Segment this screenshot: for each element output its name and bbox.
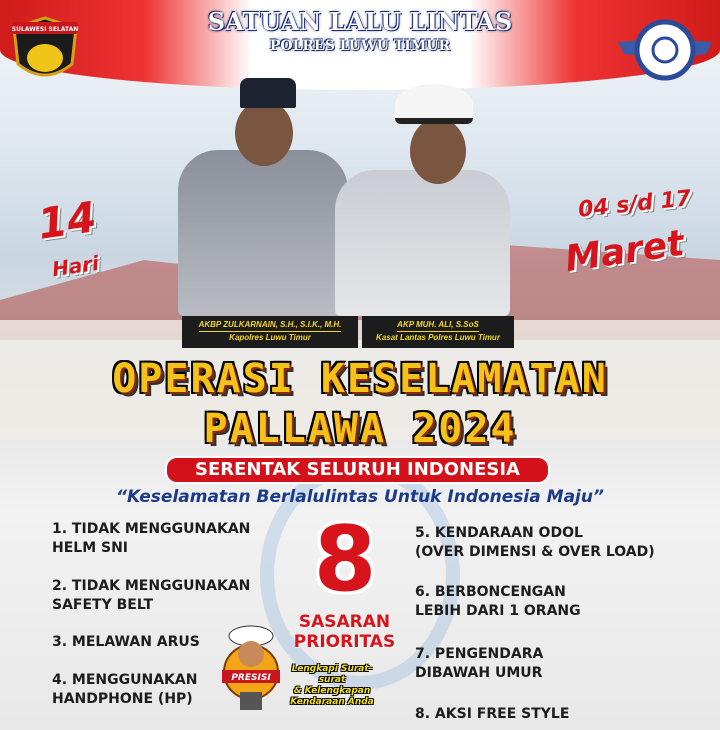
target-count: 8 [313, 507, 377, 612]
operation-name: PALLAWA 2024 [203, 406, 517, 452]
officer-name: AKBP ZULKARNAIN, S.H., S.I.K., M.H. [199, 319, 342, 332]
officer-kasat-cap [395, 84, 473, 124]
mascot-caption: Lengkapi Surat-surat & Kelengkapan Kendaraan Anda [290, 664, 374, 707]
target-item: 3. MELAWAN ARUS [52, 634, 200, 650]
header-subtitle: POLRES LUWU TIMUR [269, 38, 451, 54]
target-item: 4. MENGGUNAKAN HANDPHONE (HP) [52, 672, 198, 707]
date-month: Maret [562, 222, 687, 281]
header-title: SATUAN LALU LINTAS [207, 7, 513, 36]
nationwide-banner: SERENTAK SELURUH INDONESIA [165, 456, 550, 484]
officer-kapolres-head [235, 100, 293, 166]
target-item: 8. AKSI FREE STYLE [415, 706, 570, 722]
officer-kapolres-cap [240, 78, 296, 108]
officer-position: Kapolres Luwu Timur [229, 333, 311, 342]
duration-unit: Hari [50, 250, 101, 282]
officer-position: Kasat Lantas Polres Luwu Timur [376, 333, 500, 342]
date-range: 04 s/d 17 [576, 186, 693, 223]
target-item: 5. KENDARAAN ODOL (OVER DIMENSI & OVER LOAD) [415, 525, 655, 560]
officer-name: AKP MUH. ALI, S.SoS [397, 319, 479, 332]
officer-kasat-namebox [362, 316, 514, 348]
target-item: 1. TIDAK MENGGUNAKAN HELM SNI [52, 521, 251, 556]
officer-kasat-photo [335, 170, 510, 316]
officer-kapolres-namebox [182, 316, 358, 348]
officer-kasat-head [410, 118, 466, 184]
target-label: SASARAN PRIORITAS [293, 612, 396, 652]
operation-title: OPERASI KESELAMATAN [112, 356, 608, 402]
target-item: 6. BERBONCENGAN LEBIH DARI 1 ORANG [415, 584, 581, 619]
target-item: 2. TIDAK MENGGUNAKAN SAFETY BELT [52, 578, 251, 613]
svg-text:PRESISI: PRESISI [231, 673, 271, 683]
police-mascot-icon [222, 622, 280, 712]
svg-text:SULAWESI SELATAN: SULAWESI SELATAN [11, 26, 79, 33]
target-item: 7. PENGENDARA DIBAWAH UMUR [415, 646, 544, 681]
slogan: “Keselamatan Berlalulintas Untuk Indonesia Maju” [116, 487, 604, 507]
duration-number: 14 [34, 192, 100, 249]
officer-kapolres-photo [178, 150, 348, 316]
